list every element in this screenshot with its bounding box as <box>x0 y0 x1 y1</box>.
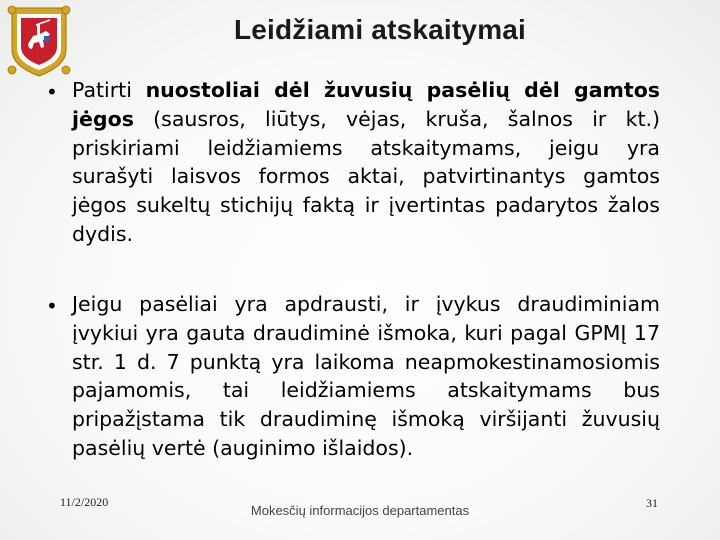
page-number: 31 <box>646 496 658 510</box>
bullet-segment: Patirti <box>72 78 146 102</box>
footer-department: Mokesčių informacijos departamentas <box>250 503 470 518</box>
bullet-list-1 <box>40 76 660 249</box>
lithuania-coat-of-arms-icon <box>6 4 72 78</box>
bullet-item <box>40 76 660 249</box>
bullet-text <box>72 76 660 249</box>
bullet-segment-bold: nuostoliai dėl žuvusių pasėlių dėl gamtos jėgos <box>72 78 661 131</box>
bullet-dot-icon: • <box>46 80 58 104</box>
footer-date: 11/2/2020 <box>60 495 109 509</box>
bullet-text: Jeigu pasėliai yra apdrausti, ir įvykus draudiminiam įvykiui yra gauta draudiminė išmoka, kuri pagal GPMĮ 17 str. 1 d. 7 punktą yra laikoma neapmokestinamosiomis pajamomis, tai leidžiamiems atskaitymams bus pripažįstama tik draudiminę išmoką viršijanti žuvusių pasėlių vertė (auginimo išlaidos). <box>72 292 660 460</box>
bullet-list-2 <box>40 290 660 463</box>
bullet-dot-icon: • <box>46 294 58 318</box>
bullet-segment: (sausros, liūtys, vėjas, kruša, šalnos ir kt.) priskiriami leidžiamiems atskaitymams, jeigu yra surašyti laisvos formos aktai, patvirtinantys gamtos jėgos sukeltų stichijų faktą ir įvertintas padarytos žalos dydis. <box>72 106 660 246</box>
slide-title: Leidžiami atskaitymai <box>233 14 527 45</box>
bullet-item <box>40 290 660 463</box>
